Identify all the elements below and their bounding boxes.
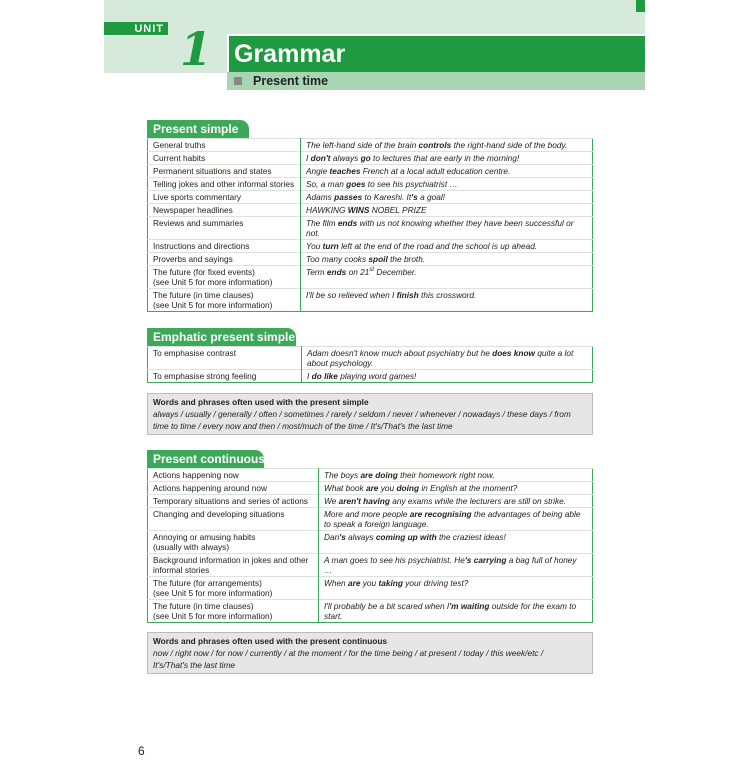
example-text: always xyxy=(330,153,361,163)
example-text: You xyxy=(306,241,323,251)
example-cell xyxy=(301,165,593,178)
usage-cell: Current habits xyxy=(148,152,301,165)
emphasised-verb: 'm waiting xyxy=(449,601,490,611)
table-row xyxy=(148,508,593,531)
emphasised-verb: goes xyxy=(346,179,366,189)
usage-cell: Live sports commentary xyxy=(148,191,301,204)
example-cell xyxy=(319,600,593,623)
example-text: Dan xyxy=(324,532,340,542)
words-box-title: Words and phrases often used with the present continuous xyxy=(153,636,388,646)
usage-cell: Actions happening now xyxy=(148,469,319,482)
table-row xyxy=(148,531,593,554)
emphasised-verb: are recognising xyxy=(409,509,472,519)
emphasised-verb: are xyxy=(365,483,379,493)
table-row xyxy=(148,253,593,266)
example-cell xyxy=(319,482,593,495)
example-text: the right-hand side of the body. xyxy=(451,140,568,150)
example-text: Adam doesn't know much about psychiatry but he xyxy=(307,348,493,358)
example-text: with us not knowing whether they have been successful or not. xyxy=(306,218,574,238)
example-cell xyxy=(319,554,593,577)
example-text: We xyxy=(324,496,339,506)
subtitle-text: Present time xyxy=(253,74,329,88)
table-row xyxy=(148,178,593,191)
example-text: I'll be so relieved when I xyxy=(306,290,397,300)
example-text: a goal! xyxy=(417,192,445,202)
present-simple-table xyxy=(147,138,593,312)
usage-cell: The future (in time clauses) (see Unit 5 for more information) xyxy=(148,600,319,623)
usage-cell: Actions happening around now xyxy=(148,482,319,495)
example-text: on 21 xyxy=(346,267,370,277)
example-cell xyxy=(301,152,593,165)
example-text: The boys xyxy=(324,470,361,480)
page-title: Grammar xyxy=(227,34,645,72)
example-text: The left-hand side of the brain xyxy=(306,140,419,150)
example-text: The film xyxy=(306,218,338,228)
table-row xyxy=(148,217,593,240)
emphasised-verb: 's xyxy=(411,192,418,202)
example-text: So, a man xyxy=(306,179,347,189)
emphasised-verb: aren't having xyxy=(338,496,390,506)
table-row xyxy=(148,139,593,152)
example-text: this crossword. xyxy=(418,290,477,300)
emphasised-verb: finish xyxy=(396,290,419,300)
emphasised-verb: WINS xyxy=(347,205,370,215)
example-text: to Kareshi. It xyxy=(362,192,412,202)
unit-badge: UNIT xyxy=(104,22,168,36)
emphasised-verb: controls xyxy=(418,140,452,150)
usage-cell: General truths xyxy=(148,139,301,152)
table-row xyxy=(148,482,593,495)
example-text: the broth. xyxy=(387,254,426,264)
example-cell xyxy=(301,217,593,240)
emphasised-verb: coming up with xyxy=(375,532,437,542)
usage-cell: Background information in jokes and other informal stories xyxy=(148,554,319,577)
usage-cell: Newspaper headlines xyxy=(148,204,301,217)
example-text: quite a lot about psychology. xyxy=(307,348,574,368)
example-text: I'll probably be a bit scared when I xyxy=(324,601,450,611)
example-cell xyxy=(319,577,593,600)
emphasised-verb: turn xyxy=(322,241,339,251)
example-text: a bag full of honey … xyxy=(324,555,577,575)
section-heading-emphatic: Emphatic present simple xyxy=(147,328,296,346)
words-box-present-simple xyxy=(147,393,593,435)
example-cell xyxy=(301,289,593,312)
usage-cell: Changing and developing situations xyxy=(148,508,319,531)
emphatic-table xyxy=(147,346,593,383)
emphasised-verb: are doing xyxy=(360,470,398,480)
emphasised-verb: ends xyxy=(326,267,347,277)
usage-cell: Annoying or amusing habits (usually with always) xyxy=(148,531,319,554)
example-cell xyxy=(301,191,593,204)
table-row xyxy=(148,370,593,383)
example-text: playing word games! xyxy=(337,371,417,381)
usage-cell: Instructions and directions xyxy=(148,240,301,253)
example-cell xyxy=(301,139,593,152)
example-cell xyxy=(302,370,593,383)
table-row xyxy=(148,165,593,178)
table-row xyxy=(148,289,593,312)
example-text: Angie xyxy=(306,166,330,176)
example-cell xyxy=(301,240,593,253)
table-row xyxy=(148,554,593,577)
usage-cell: Proverbs and sayings xyxy=(148,253,301,266)
example-text: Too many cooks xyxy=(306,254,369,264)
example-text: any exams while the lecturers are still on strike. xyxy=(389,496,567,506)
example-text: A man goes to see his psychiatrist. He xyxy=(324,555,465,565)
example-text: NOBEL PRIZE xyxy=(369,205,427,215)
example-text: French at a local adult education centre. xyxy=(360,166,511,176)
page-number: 6 xyxy=(138,744,145,758)
example-text: you xyxy=(360,578,379,588)
example-text: the advantages of being able to speak a foreign language. xyxy=(324,509,581,529)
usage-cell: The future (for fixed events) (see Unit 5 for more information) xyxy=(148,266,301,289)
emphasised-verb: does know xyxy=(492,348,536,358)
unit-number: 1 xyxy=(180,22,213,76)
words-box-list: now / right now / for now / currently / at the moment / for the time being / at present / today / this week/etc / It's/That's the last time xyxy=(153,648,544,670)
emphasised-verb: don't xyxy=(310,153,331,163)
section-heading-present-continuous: Present continuous xyxy=(147,450,264,468)
emphasised-verb: go xyxy=(360,153,371,163)
emphasised-verb: teaches xyxy=(329,166,361,176)
example-text: When xyxy=(324,578,348,588)
usage-cell: To emphasise contrast xyxy=(148,347,302,370)
example-text: Adams xyxy=(306,192,335,202)
emphasised-verb: 's carrying xyxy=(464,555,507,565)
emphasised-verb: are xyxy=(347,578,361,588)
table-row xyxy=(148,347,593,370)
usage-cell: The future (for arrangements) (see Unit 5 for more information) xyxy=(148,577,319,600)
example-text: I xyxy=(307,371,312,381)
example-cell xyxy=(301,178,593,191)
usage-cell: The future (in time clauses) (see Unit 5 for more information) xyxy=(148,289,301,312)
table-row xyxy=(148,266,593,289)
emphasised-verb: passes xyxy=(334,192,363,202)
example-text: to see his psychiatrist … xyxy=(365,179,458,189)
example-cell xyxy=(301,204,593,217)
words-box-title: Words and phrases often used with the present simple xyxy=(153,397,369,407)
usage-cell: Reviews and summaries xyxy=(148,217,301,240)
usage-cell: To emphasise strong feeling xyxy=(148,370,302,383)
table-row xyxy=(148,240,593,253)
example-cell xyxy=(301,266,593,289)
emphasised-verb: spoil xyxy=(368,254,388,264)
example-text: I xyxy=(306,153,311,163)
example-text: st xyxy=(369,267,375,274)
example-cell xyxy=(302,347,593,370)
emphasised-verb: doing xyxy=(396,483,420,493)
example-text: More and more people xyxy=(324,509,410,519)
example-text: to lectures that are early in the morning! xyxy=(370,153,520,163)
example-text: outside for the exam to start. xyxy=(324,601,577,621)
emphasised-verb: taking xyxy=(378,578,403,588)
table-row xyxy=(148,469,593,482)
table-row xyxy=(148,600,593,623)
emphasised-verb: do like xyxy=(311,371,338,381)
example-text: always xyxy=(345,532,376,542)
table-row xyxy=(148,152,593,165)
example-cell xyxy=(319,531,593,554)
example-cell xyxy=(301,253,593,266)
example-text: December. xyxy=(374,267,417,277)
table-row xyxy=(148,577,593,600)
example-cell xyxy=(319,469,593,482)
emphasised-verb: 's xyxy=(339,532,346,542)
corner-marker xyxy=(636,0,645,12)
example-text: in English at the moment? xyxy=(419,483,518,493)
example-text: the craziest ideas! xyxy=(436,532,506,542)
usage-cell: Temporary situations and series of actions xyxy=(148,495,319,508)
table-row xyxy=(148,191,593,204)
example-cell xyxy=(319,508,593,531)
usage-cell: Telling jokes and other informal stories xyxy=(148,178,301,191)
section-heading-present-simple: Present simple xyxy=(147,120,249,138)
example-text: their homework right now. xyxy=(397,470,495,480)
example-text: you xyxy=(378,483,397,493)
table-row xyxy=(148,204,593,217)
page-content xyxy=(138,0,593,778)
example-text: Term xyxy=(306,267,327,277)
example-cell xyxy=(319,495,593,508)
emphasised-verb: ends xyxy=(337,218,358,228)
example-text: What book xyxy=(324,483,366,493)
present-continuous-table xyxy=(147,468,593,623)
words-box-present-continuous xyxy=(147,632,593,674)
example-text: your driving test? xyxy=(402,578,469,588)
usage-cell: Permanent situations and states xyxy=(148,165,301,178)
words-box-list: always / usually / generally / often / sometimes / rarely / seldom / never / whenever / nowadays / these days / from time to time / every now and then / most/much of the time / It's/That's the last time xyxy=(153,409,571,431)
example-text: HAWKING xyxy=(306,205,348,215)
example-text: left at the end of the road and the school is up ahead. xyxy=(338,241,538,251)
table-row xyxy=(148,495,593,508)
